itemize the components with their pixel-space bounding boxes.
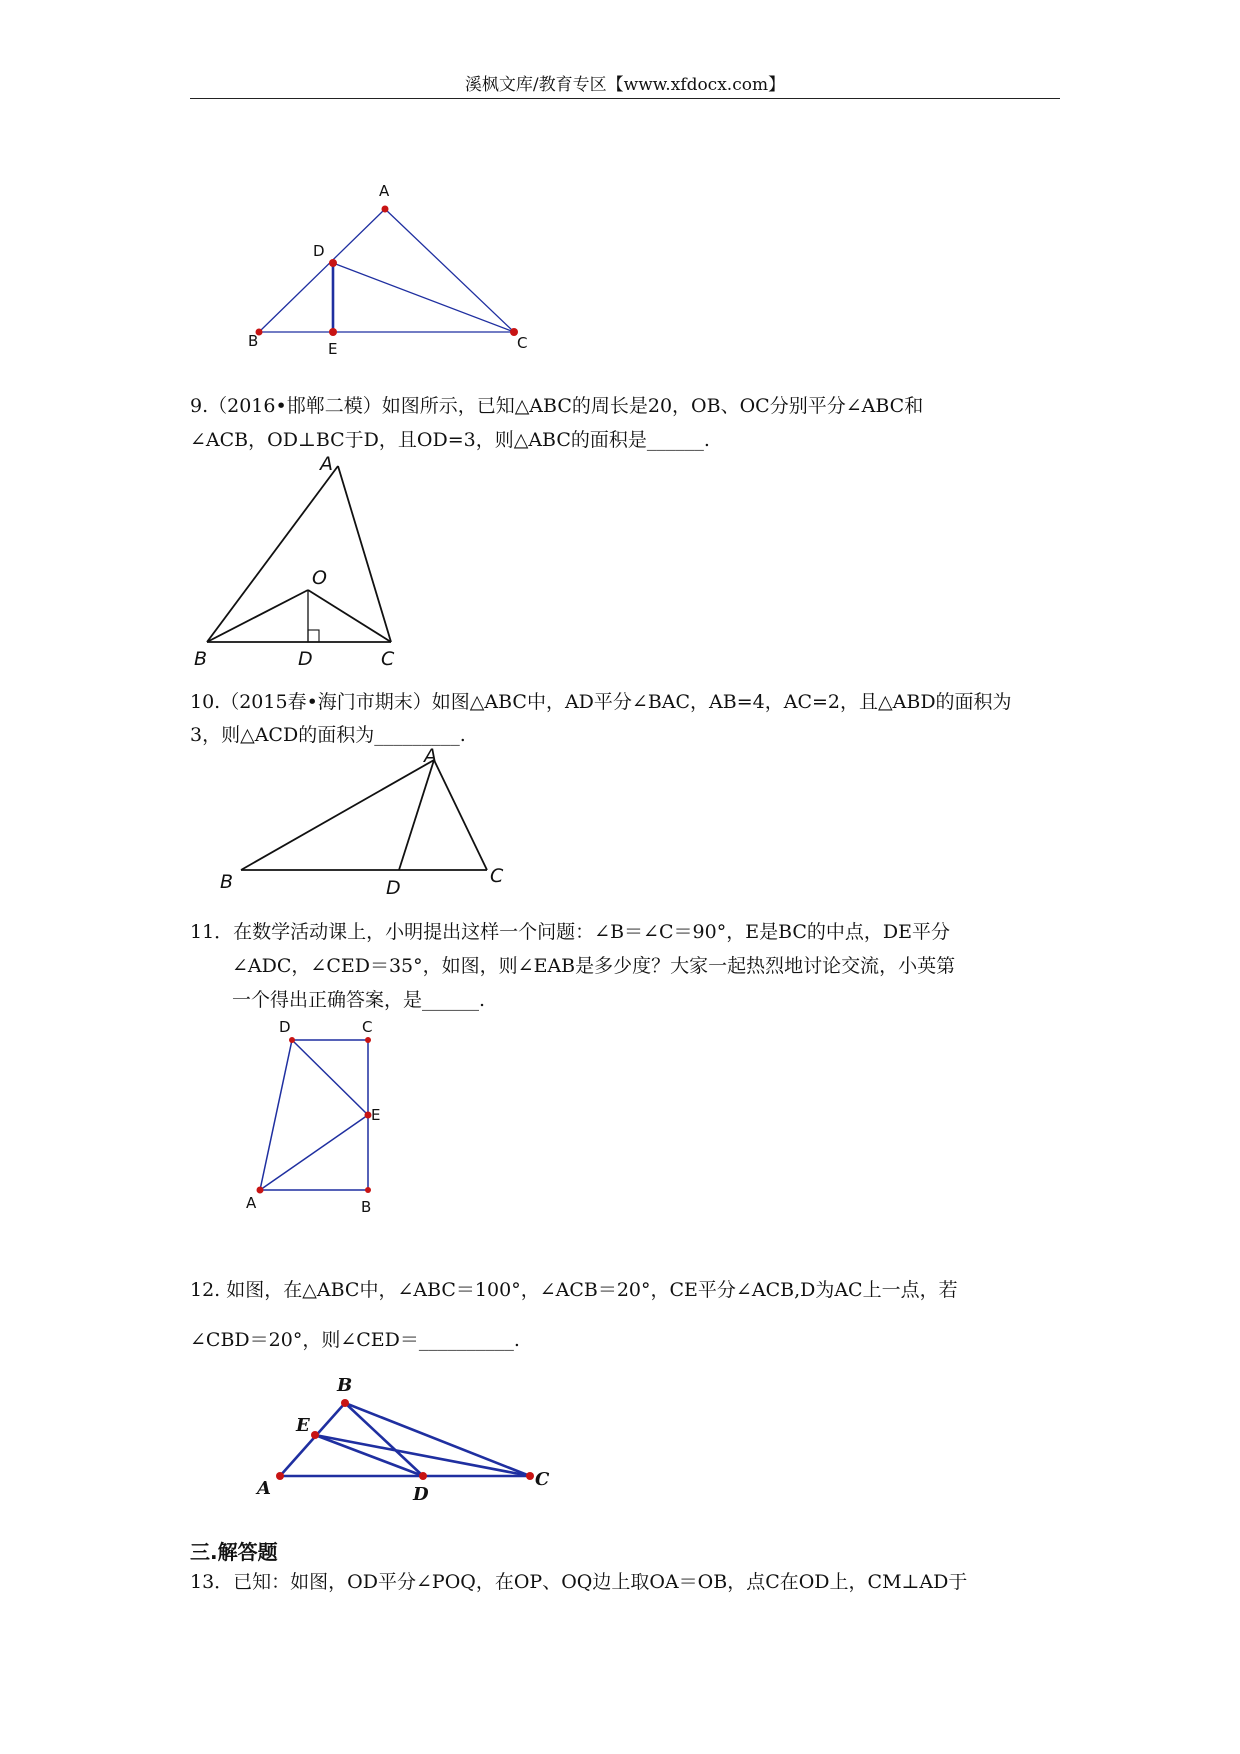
label-a: A	[246, 1194, 257, 1212]
figure-q8-triangle	[240, 176, 540, 356]
label-c: C	[490, 865, 504, 887]
label-d: D	[313, 242, 325, 260]
label-b: B	[194, 648, 208, 670]
question-12-line2: ∠CBD＝20°，则∠CED＝__________.	[190, 1329, 520, 1351]
label-b: B	[248, 332, 259, 350]
label-e: E	[328, 340, 338, 358]
figure-q9-triangle	[188, 454, 408, 669]
label-d: D	[413, 1484, 429, 1505]
question-10-line1: 10.（2015春•海门市期末）如图△ABC中，AD平分∠BAC，AB=4，AC=2，且△ABD的面积为	[190, 691, 1012, 713]
label-d: D	[279, 1018, 291, 1036]
label-b: B	[361, 1198, 372, 1216]
label-c: C	[517, 334, 528, 352]
label-c: C	[535, 1469, 550, 1490]
label-e: E	[296, 1415, 310, 1436]
section-title: 三.解答题	[190, 1540, 278, 1564]
label-b: B	[337, 1375, 353, 1396]
header-text: 溪枫文库/教育专区【www.xfdocx.com】	[464, 75, 786, 95]
figure-q11-trapezoid	[240, 1018, 400, 1222]
question-11-line1: 11．在数学活动课上，小明提出这样一个问题：∠B＝∠C＝90°，E是BC的中点，DE平分	[190, 921, 951, 943]
label-b: B	[220, 871, 234, 893]
label-c: C	[362, 1018, 373, 1036]
label-a: A	[379, 182, 390, 200]
label-d: D	[298, 648, 313, 670]
label-c: C	[381, 648, 395, 670]
figure-q12-triangle	[250, 1370, 560, 1505]
question-9-line2: ∠ACB，OD⊥BC于D，且OD=3，则△ABC的面积是______.	[190, 429, 710, 451]
figure-q10-triangle	[210, 745, 520, 899]
question-9-line1: 9.（2016•邯郸二模）如图所示，已知△ABC的周长是20，OB、OC分别平分∠ABC和	[190, 395, 924, 417]
question-11-line3: 一个得出正确答案，是______.	[232, 989, 486, 1011]
label-a: A	[424, 745, 437, 767]
question-11-line2: ∠ADC，∠CED＝35°，如图，则∠EAB是多少度？大家一起热烈地讨论交流，小英第	[232, 955, 956, 977]
label-d: D	[386, 877, 401, 899]
label-a: A	[320, 453, 333, 475]
label-o: O	[312, 567, 327, 589]
label-e: E	[371, 1106, 381, 1124]
label-a: A	[257, 1478, 271, 1499]
question-13-line1: 13．已知：如图，OD平分∠POQ，在OP、OQ边上取OA＝OB，点C在OD上，CM⊥AD于	[190, 1571, 968, 1593]
page-header	[190, 72, 1060, 99]
question-12-line1: 12. 如图，在△ABC中，∠ABC＝100°，∠ACB＝20°，CE平分∠ACB,D为AC上一点，若	[190, 1279, 958, 1301]
question-10-line2: 3，则△ACD的面积为_________.	[190, 724, 466, 746]
